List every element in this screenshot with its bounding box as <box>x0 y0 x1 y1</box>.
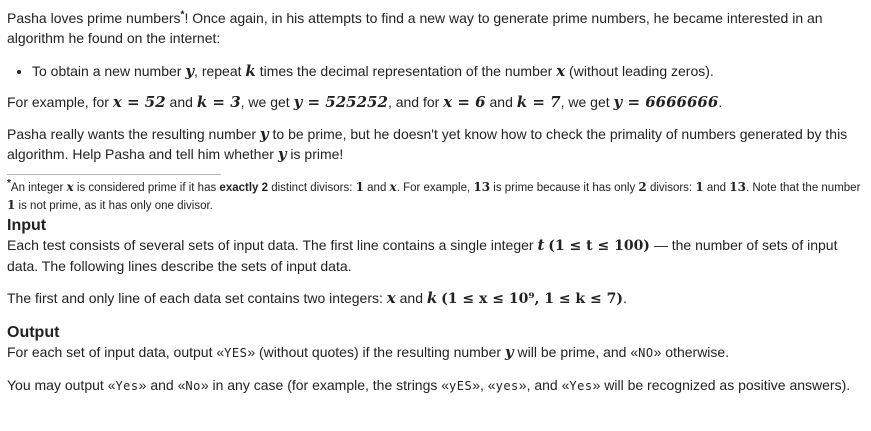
output-paragraph-2 <box>7 375 865 396</box>
math-expr: x = 52 <box>112 93 166 111</box>
input-heading: Input <box>7 217 47 234</box>
footnote-bold: exactly 2 <box>219 182 269 194</box>
footnote-text: and <box>703 182 730 194</box>
input-text: — the number of sets of input data. The following lines describe the sets of input data. <box>7 237 838 274</box>
output-heading: Output <box>7 324 60 341</box>
intro-text-a: Pasha loves prime numbers <box>7 10 181 26</box>
footnote-text: An integer <box>10 182 67 194</box>
var-y: y <box>185 62 195 80</box>
footnote-divider <box>7 174 221 175</box>
intro-paragraph <box>7 8 865 48</box>
var-k: k <box>245 62 256 80</box>
var-t: t <box>537 236 545 254</box>
example-paragraph <box>7 92 865 112</box>
rule-text: times the decimal representation of the number <box>255 63 557 79</box>
output-text: » will be recognized as positive answers). <box>592 377 851 393</box>
footnote <box>7 179 865 215</box>
algorithm-list <box>7 61 865 81</box>
math-expr: x = 6 <box>443 93 486 111</box>
code-no: NO <box>638 346 654 360</box>
math-num: 1 <box>7 198 16 212</box>
math-expr: k = 3 <box>196 93 241 111</box>
output-text: » and « <box>138 377 186 393</box>
xk-range: (1 ≤ x ≤ 10⁹, 1 ≤ k ≤ 7) <box>441 291 623 307</box>
math-num: 2 <box>638 180 647 194</box>
footnote-text: . Note that the number <box>745 182 861 194</box>
example-text: , and for <box>387 94 444 110</box>
math-expr: k = 7 <box>516 93 561 111</box>
code-value: No <box>185 379 201 393</box>
var-y: y <box>277 145 287 163</box>
footnote-text: distinct divisors: <box>268 182 356 194</box>
footnote-mark: * <box>7 178 11 190</box>
footnote-text: . For example, <box>396 182 474 194</box>
example-text: , we get <box>560 94 614 110</box>
var-y: y <box>259 125 269 143</box>
math-expr: y = 525252 <box>293 93 388 111</box>
output-text: » (without quotes) if the resulting number <box>247 344 505 360</box>
input-paragraph-1 <box>7 235 865 276</box>
output-text: For each set of input data, output « <box>7 344 225 360</box>
footnote-text: is prime because it has only <box>490 182 639 194</box>
goal-text: Pasha really wants the resulting number <box>7 126 260 142</box>
code-value: yes <box>495 379 519 393</box>
output-text: » otherwise. <box>653 344 730 360</box>
code-value: Yes <box>569 379 593 393</box>
var-x: x <box>386 289 396 307</box>
rule-text: To obtain a new number <box>32 63 186 79</box>
goal-text: is prime! <box>286 146 344 162</box>
example-text: For example, for <box>7 94 113 110</box>
rule-text: , repeat <box>194 63 246 79</box>
t-range: (1 ≤ t ≤ 100) <box>548 238 650 254</box>
input-paragraph-2 <box>7 288 865 309</box>
var-y: y <box>504 343 514 361</box>
math-expr: y = 6666666 <box>613 93 719 111</box>
var-k: k <box>426 289 438 307</box>
footnote-text: is considered prime if it has <box>73 182 220 194</box>
code-value: yES <box>449 379 473 393</box>
example-text: and <box>485 94 517 110</box>
input-text: . <box>622 290 627 306</box>
footnote-text: is not prime, as it has only one divisor. <box>15 200 213 212</box>
goal-paragraph <box>7 124 865 164</box>
output-text: will be prime, and « <box>513 344 639 360</box>
goal-text: to be prime, but he doesn't yet know how to check the primality of numbers generated by this algorithm. Help Pasha and tell him whether <box>7 126 848 162</box>
output-text: », « <box>472 377 496 393</box>
math-num: 13 <box>729 180 746 194</box>
example-text: and <box>165 94 197 110</box>
output-text: » in any case (for example, the strings « <box>200 377 450 393</box>
var-x: x <box>66 180 74 194</box>
input-text: The first and only line of each data set contains two integers: <box>7 290 387 306</box>
output-text: You may output « <box>7 377 116 393</box>
math-num: 13 <box>473 180 491 194</box>
math-num: 1 <box>695 180 704 194</box>
input-text: and <box>395 290 427 306</box>
code-yes: YES <box>224 346 248 360</box>
footnote-text: and <box>363 182 390 194</box>
example-text: . <box>718 94 723 110</box>
example-text: , we get <box>240 94 294 110</box>
var-x: x <box>389 180 397 194</box>
algorithm-rule <box>32 61 865 81</box>
code-value: Yes <box>115 379 139 393</box>
var-x: x <box>556 62 566 80</box>
rule-text: (without leading zeros). <box>565 63 714 79</box>
output-text: », and « <box>518 377 570 393</box>
footnote-marker[interactable]: * <box>180 9 185 21</box>
input-text: Each test consists of several sets of input data. The first line contains a single integer <box>7 237 538 253</box>
footnote-text: divisors: <box>646 182 696 194</box>
math-num: 1 <box>355 180 364 194</box>
intro-text-b: ! Once again, in his attempts to find a new way to generate prime numbers, he became interested in an algorithm he found on the internet: <box>7 10 823 46</box>
output-paragraph-1 <box>7 342 865 363</box>
